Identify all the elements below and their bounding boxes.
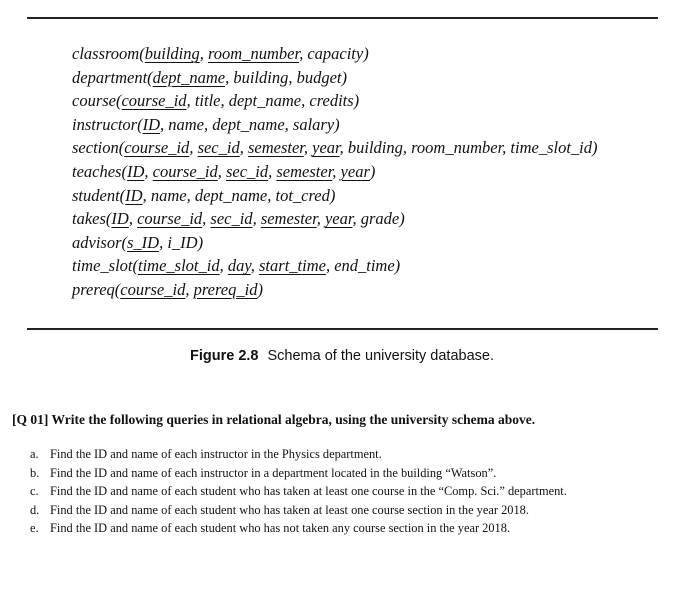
schema-text: time_slot( <box>72 256 138 276</box>
primary-key-attribute: course_id <box>152 161 218 181</box>
figure-label: Figure 2.8 <box>190 348 259 364</box>
schema-text: , name, dept_name, tot_cred) <box>142 185 336 205</box>
primary-key-attribute: course_id <box>121 91 187 111</box>
primary-key-attribute: course_id <box>120 279 186 299</box>
primary-key-attribute: year <box>340 161 370 181</box>
primary-key-attribute: dept_name <box>152 67 226 87</box>
schema-text: , <box>185 279 194 299</box>
primary-key-attribute: day <box>227 256 251 276</box>
primary-key-attribute: building <box>144 44 200 63</box>
schema-text: advisor( <box>72 232 127 252</box>
primary-key-attribute: semester <box>260 209 317 229</box>
primary-key-attribute: ID <box>111 209 129 229</box>
schema-text: , <box>189 138 198 158</box>
schema-text: , <box>217 161 226 181</box>
schema-text: student( <box>72 185 126 205</box>
schema-text: , <box>250 256 260 276</box>
primary-key-attribute: time_slot_id <box>138 256 220 276</box>
part-text: Find the ID and name of each instructor in the Physics department. <box>50 447 382 461</box>
schema-text: , <box>202 209 211 229</box>
schema-text: , <box>219 256 228 276</box>
part-letter: d. <box>30 502 40 517</box>
part-text: Find the ID and name of each student who has not taken any course section in the year 2018. <box>50 521 511 535</box>
primary-key-attribute: sec_id <box>225 161 269 181</box>
primary-key-attribute: ID <box>142 114 161 134</box>
primary-key-attribute: room_number <box>208 44 300 63</box>
primary-key-attribute: semester <box>247 138 304 158</box>
question-part <box>30 464 567 483</box>
schema-text: , name, dept_name, salary) <box>160 114 340 134</box>
schema-relation <box>72 207 598 231</box>
question-part <box>30 482 567 501</box>
schema-text: , <box>144 161 153 181</box>
primary-key-attribute: ID <box>125 185 143 205</box>
schema-text: , building, room_number, time_slot_id) <box>339 138 598 158</box>
primary-key-attribute: sec_id <box>210 209 253 229</box>
part-text: Find the ID and name of each student who has taken at least one course section in the year 2018. <box>50 502 529 517</box>
schema-text: , capacity) <box>299 44 369 63</box>
schema-text: , <box>316 209 325 229</box>
schema-text: , <box>128 209 138 229</box>
schema-relation <box>72 231 598 255</box>
schema-relation <box>72 42 598 66</box>
schema-text: ) <box>257 279 263 299</box>
schema-relation <box>72 113 598 137</box>
schema-relation <box>72 136 598 160</box>
schema-text: , i_ID) <box>159 232 204 252</box>
schema-relation <box>72 89 598 113</box>
schema-text: teaches( <box>72 161 127 181</box>
primary-key-attribute: semester <box>276 161 333 181</box>
schema-text: , title, dept_name, credits) <box>186 91 360 111</box>
schema-text: , building, budget) <box>225 67 347 87</box>
primary-key-attribute: s_ID <box>127 232 160 252</box>
schema-text: section( <box>72 138 125 158</box>
schema-relation <box>72 254 598 278</box>
primary-key-attribute: ID <box>126 161 145 181</box>
part-text: Find the ID and name of each instructor in a department located in the building “Watson”. <box>50 465 497 480</box>
primary-key-attribute: year <box>324 209 353 229</box>
part-letter: e. <box>30 521 39 535</box>
part-letter: c. <box>30 484 39 498</box>
schema-text: , grade) <box>352 209 405 229</box>
schema-relation <box>72 184 598 208</box>
primary-key-attribute: sec_id <box>197 138 240 158</box>
figure-caption <box>0 348 684 364</box>
question-parts-list <box>30 445 567 538</box>
question-part <box>30 501 567 520</box>
question-heading: [Q 01] Write the following queries in relational algebra, using the university schema above. <box>12 412 536 427</box>
schema-text: course( <box>72 91 122 111</box>
primary-key-attribute: start_time <box>259 256 326 276</box>
schema-text: instructor( <box>72 114 143 134</box>
bottom-rule <box>27 328 658 330</box>
figure-caption-text: Schema of the university database. <box>267 348 494 364</box>
schema-text: department( <box>72 67 153 87</box>
primary-key-attribute: course_id <box>124 138 190 158</box>
schema-text: prereq( <box>72 279 121 299</box>
schema-relation <box>72 66 598 90</box>
schema-list <box>72 42 598 302</box>
schema-text: , <box>303 138 313 158</box>
primary-key-attribute: course_id <box>137 209 203 229</box>
schema-relation <box>72 278 598 302</box>
part-text: Find the ID and name of each student who has taken at least one course in the “Comp. Sci.” department. <box>50 484 567 498</box>
schema-text: , <box>332 161 341 181</box>
question-part <box>30 519 567 538</box>
schema-text: takes( <box>72 209 112 229</box>
primary-key-attribute: year <box>312 138 340 158</box>
schema-text: ) <box>369 161 376 181</box>
schema-text: , <box>239 138 248 158</box>
part-letter: b. <box>30 465 40 480</box>
top-rule <box>27 17 658 19</box>
schema-text: , <box>268 161 277 181</box>
question-part <box>30 445 567 464</box>
schema-text: , <box>199 44 208 63</box>
primary-key-attribute: prereq_id <box>193 279 258 299</box>
schema-text: classroom( <box>72 44 145 63</box>
schema-relation <box>72 160 598 184</box>
part-letter: a. <box>30 447 39 461</box>
schema-text: , end_time) <box>325 256 401 276</box>
schema-text: , <box>252 209 261 229</box>
